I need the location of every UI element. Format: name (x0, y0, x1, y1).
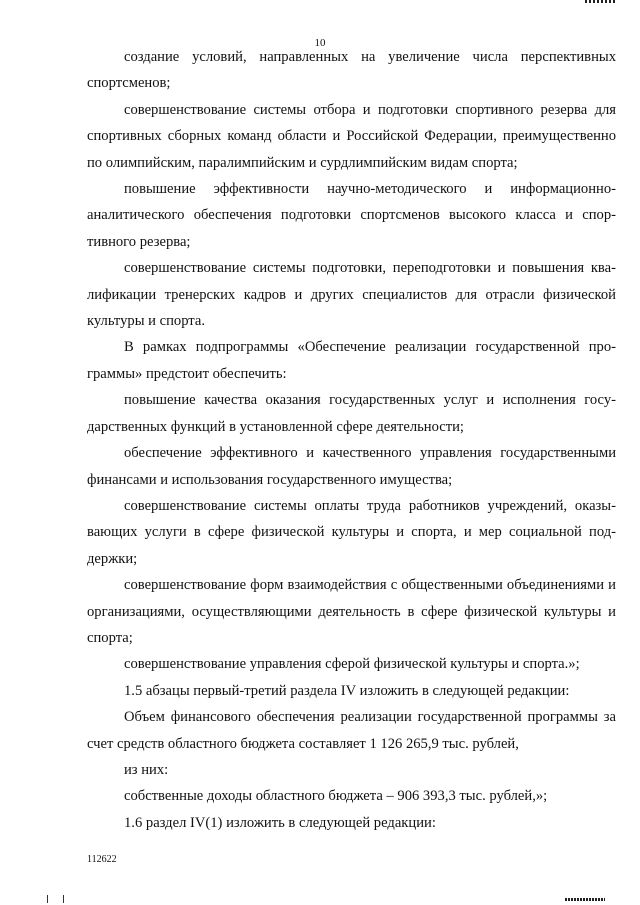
paragraph: обеспечение эффективного и качественного управления государственными финансами и использования государственного имущества; (87, 445, 616, 488)
paragraph: совершенствование управления сферой физической культуры и спорта.»; (124, 656, 580, 673)
paragraph: совершенствование форм взаимодействия с общественными объединениями и организациями, осуществляющими деятельность в сфере физической культуры и спорта; (87, 577, 616, 646)
scan-artifact (585, 0, 615, 3)
paragraph: повышение эффективности научно-методического и информационно-аналитического обеспечения подготовки спортсменов высокого класса и спортивного резерва; (87, 181, 616, 250)
paragraph: повышение качества оказания государственных услуг и исполнения государственных функций в установленной сфере деятельности; (87, 392, 616, 435)
document-code: 112622 (87, 854, 117, 865)
paragraph: совершенствование системы оплаты труда работников учреждений, оказывающих услуги в сфере физической культуры и спорта, и мер социальной поддержки; (87, 497, 616, 567)
document-body (87, 44, 616, 836)
scan-artifact (565, 898, 605, 901)
paragraph: 1.5 абзацы первый-третий раздела IV изложить в следующей редакции: (124, 682, 570, 699)
paragraph: собственные доходы областного бюджета – 906 393,3 тыс. рублей,»; (124, 788, 548, 805)
paragraph: В рамках подпрограммы «Обеспечение реализации государственной программы» предстоит обеспечить: (87, 339, 616, 382)
page-number: 10 (314, 37, 326, 49)
paragraph: 1.6 раздел IV(1) изложить в следующей редакции: (124, 814, 436, 831)
paragraph: совершенствование системы подготовки, переподготовки и повышения квалификации тренерских кадров и других специалистов для отрасли физической культуры и спорта. (87, 260, 616, 330)
scan-artifact (47, 895, 48, 903)
paragraph: Объем финансового обеспечения реализации государственной программы за счет средств областного бюджета составляет 1 126 265,9 тыс. рублей, (87, 709, 616, 752)
paragraph: создание условий, направленных на увеличение числа перспективных спортсменов; (87, 49, 616, 92)
paragraph: совершенствование системы отбора и подготовки спортивного резерва для спортивных сборных команд области и Российской Федерации, преимущественно по олимпийским, паралимпийским и сурдлимпийским видам спорта; (87, 101, 616, 171)
scan-artifact (63, 895, 64, 903)
paragraph: из них: (124, 761, 169, 778)
